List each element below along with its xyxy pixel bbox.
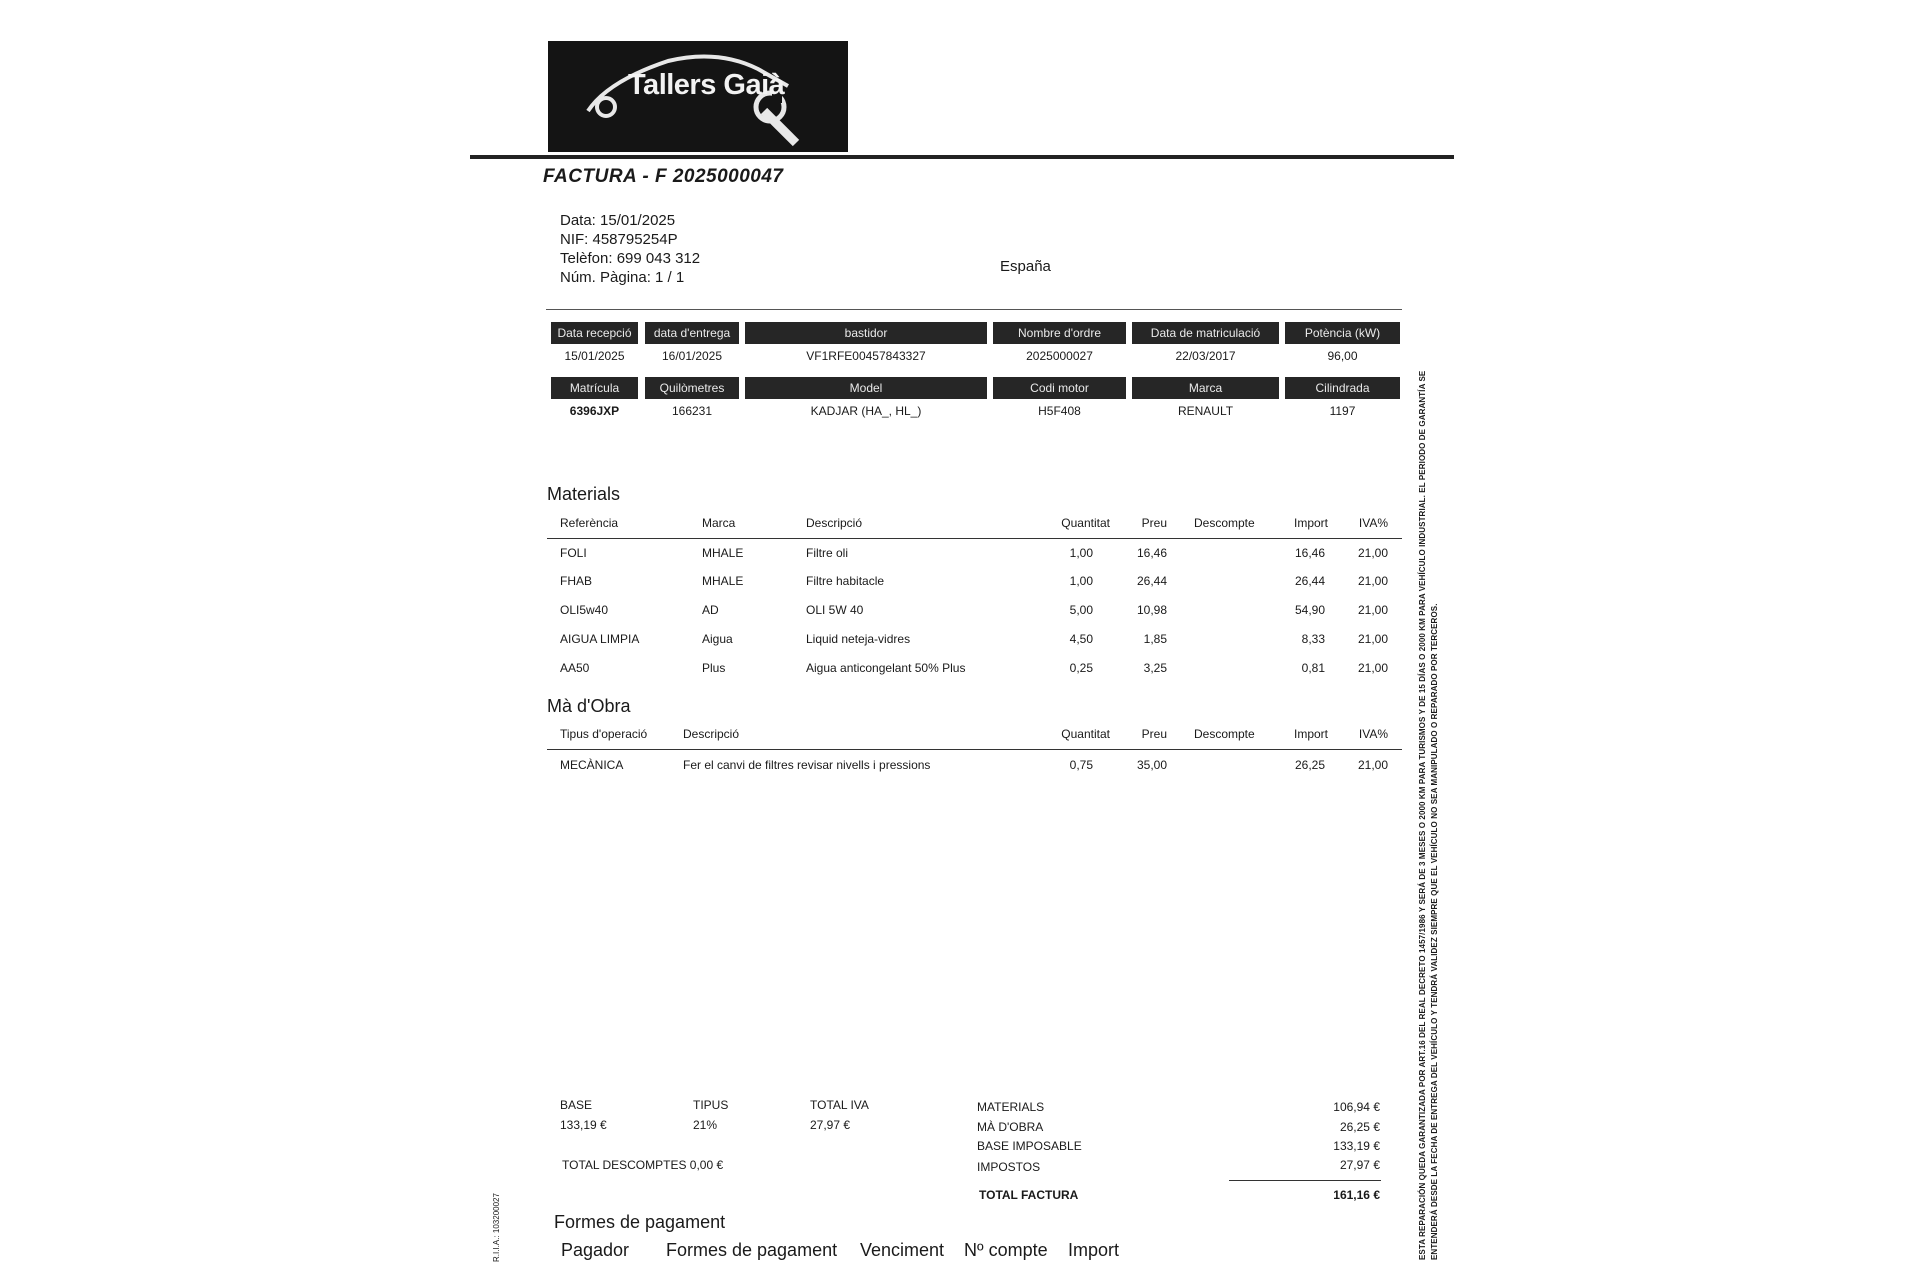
column-header: Formes de pagament <box>666 1240 838 1260</box>
column-header: Tipus d'operació <box>560 727 648 741</box>
vehicle-header: Matrícula <box>551 377 638 399</box>
column-header: Pagador <box>561 1240 630 1260</box>
cell: 1,00 <box>1069 574 1093 588</box>
grand-total-value: 161,16 € <box>1333 1188 1380 1202</box>
total-label: MATERIALS <box>977 1100 1045 1114</box>
vehicle-value: 166231 <box>671 404 713 418</box>
cell: 35,00 <box>1136 758 1167 772</box>
cell: Aigua anticongelant 50% Plus <box>806 661 966 675</box>
vehicle-header: Quilòmetres <box>645 377 739 399</box>
table-rule <box>547 749 1402 750</box>
cell: Plus <box>702 661 726 675</box>
cell: MHALE <box>702 574 744 588</box>
cell: 21,00 <box>1357 574 1388 588</box>
registry-number: R.I.I.A.: 103200027 <box>492 1193 501 1262</box>
vehicle-header: Model <box>745 377 987 399</box>
vehicle-value: 2025000027 <box>1026 349 1093 363</box>
warranty-line-1: ESTA REPARACIÓN QUEDA GARANTIZADA POR ART.16 DEL REAL DECRETO 1457/1986 Y SERÁ DE 3 MESES O 2000 KM PARA TURISMOS Y DE 15 DÍAS O 2000 KM PARA VEHÍCULO INDUSTRIAL. EL PERIODO DE GARANTÍA SE <box>1418 370 1427 1260</box>
warranty-line-2: ENTENDERÁ DESDE LA FECHA DE ENTREGA DEL VEHÍCULO Y TENDRÁ VALIDEZ SIEMPRE QUE EL VEHÍCULO NO SEA MANIPULADO O REPARADO POR TERCEROS. <box>1430 603 1439 1260</box>
warranty-notice <box>1408 290 1438 1260</box>
cell: 8,33 <box>1301 632 1325 646</box>
total-label: MÀ D'OBRA <box>977 1120 1044 1134</box>
cell: 16,46 <box>1294 546 1325 560</box>
column-header: Preu <box>1141 516 1167 530</box>
cell: 21,00 <box>1357 546 1388 560</box>
column-header: Descripció <box>683 727 740 741</box>
cell: AA50 <box>560 661 590 675</box>
cell: 10,98 <box>1136 603 1167 617</box>
cell: Aigua <box>702 632 733 646</box>
vat-total-label: TOTAL IVA <box>810 1098 869 1112</box>
cell: 54,90 <box>1294 603 1325 617</box>
vehicle-value: RENAULT <box>1177 404 1234 418</box>
column-header: Venciment <box>860 1240 945 1260</box>
table-rule <box>547 538 1402 539</box>
cell: 21,00 <box>1357 632 1388 646</box>
invoice-title: FACTURA - F 2025000047 <box>543 166 784 187</box>
vehicle-header: Data de matriculació <box>1132 322 1279 344</box>
vehicle-header: Nombre d'ordre <box>993 322 1126 344</box>
vehicle-value: VF1RFE00457843327 <box>806 349 926 363</box>
vehicle-header: Data recepció <box>551 322 638 344</box>
cell: MECÀNICA <box>560 758 624 772</box>
cell: OLI 5W 40 <box>806 603 864 617</box>
invoice-phone: Telèfon: 699 043 312 <box>560 250 701 267</box>
invoice-page: Núm. Pàgina: 1 / 1 <box>560 269 685 286</box>
vehicle-header: bastidor <box>745 322 987 344</box>
cell: FOLI <box>560 546 587 560</box>
column-header: Nº compte <box>964 1240 1048 1260</box>
column-header: IVA% <box>1358 727 1388 741</box>
cell: AD <box>702 603 719 617</box>
vehicle-header: Codi motor <box>993 377 1126 399</box>
total-value: 27,97 € <box>1339 1158 1380 1172</box>
total-label: BASE IMPOSABLE <box>977 1139 1082 1153</box>
vehicle-value: 16/01/2025 <box>661 349 723 363</box>
column-header: Descripció <box>806 516 863 530</box>
cell: 21,00 <box>1357 661 1388 675</box>
total-value: 26,25 € <box>1339 1120 1380 1134</box>
cell: 0,75 <box>1069 758 1093 772</box>
vehicle-value: 22/03/2017 <box>1175 349 1236 363</box>
column-header: Import <box>1293 516 1328 530</box>
labor-title: Mà d'Obra <box>547 696 631 716</box>
invoice-info <box>560 211 700 287</box>
vehicle-header: Marca <box>1132 377 1279 399</box>
cell: Liquid neteja-vidres <box>806 632 911 646</box>
column-header: Descompte <box>1194 727 1255 741</box>
vat-rate-value: 21% <box>693 1118 718 1132</box>
cell: 21,00 <box>1357 603 1388 617</box>
total-label: IMPOSTOS <box>977 1160 1041 1174</box>
cell: 5,00 <box>1069 603 1093 617</box>
cell: 26,44 <box>1136 574 1167 588</box>
column-header: Quantitat <box>1061 516 1110 530</box>
column-header: Referència <box>560 516 619 530</box>
vehicle-value: 1197 <box>1329 404 1356 418</box>
invoice-nif: NIF: 458795254P <box>560 231 678 248</box>
cell: 16,46 <box>1136 546 1167 560</box>
cell: 1,85 <box>1143 632 1167 646</box>
cell: 21,00 <box>1357 758 1388 772</box>
vehicle-value: KADJAR (HA_, HL_) <box>810 404 922 418</box>
column-header: Preu <box>1141 727 1167 741</box>
column-header: IVA% <box>1358 516 1388 530</box>
cell: Fer el canvi de filtres revisar nivells i pressions <box>683 758 931 772</box>
vehicle-header: Potència (kW) <box>1285 322 1400 344</box>
country: España <box>1000 258 1051 275</box>
vehicle-value: H5F408 <box>1038 404 1081 418</box>
cell: Filtre habitacle <box>806 574 885 588</box>
cell: 0,81 <box>1301 661 1325 675</box>
vehicle-value: 15/01/2025 <box>564 349 625 363</box>
column-header: Quantitat <box>1061 727 1110 741</box>
total-value: 106,94 € <box>1333 1100 1380 1114</box>
column-header: Marca <box>702 516 736 530</box>
vat-total-value: 27,97 € <box>810 1118 851 1132</box>
total-label: TOTAL FACTURA <box>979 1188 1079 1202</box>
header-rule <box>470 155 1454 159</box>
vat-rate-label: TIPUS <box>693 1098 729 1112</box>
cell: Filtre oli <box>806 546 849 560</box>
column-header: Import <box>1068 1240 1120 1260</box>
cell: 3,25 <box>1143 661 1167 675</box>
vat-base-value: 133,19 € <box>560 1118 607 1132</box>
divider <box>546 309 1402 310</box>
cell: 1,00 <box>1069 546 1093 560</box>
company-logo <box>548 41 848 152</box>
totals-rule <box>1229 1180 1381 1181</box>
vehicle-header: data d'entrega <box>645 322 739 344</box>
payment-title: Formes de pagament <box>554 1212 726 1232</box>
vat-base-label: BASE <box>560 1098 593 1112</box>
vehicle-value: 96,00 <box>1327 349 1358 363</box>
cell: AIGUA LIMPIA <box>560 632 640 646</box>
materials-title: Materials <box>547 484 621 504</box>
vehicle-header: Cilindrada <box>1285 377 1400 399</box>
cell: 0,25 <box>1069 661 1093 675</box>
invoice-date: Data: 15/01/2025 <box>560 212 676 229</box>
column-header: Import <box>1293 727 1328 741</box>
column-header: Descompte <box>1194 516 1255 530</box>
cell: 26,25 <box>1294 758 1325 772</box>
cell: 4,50 <box>1069 632 1093 646</box>
cell: FHAB <box>560 574 593 588</box>
logo-text: Tallers Gaià <box>628 69 785 101</box>
cell: OLI5w40 <box>560 603 609 617</box>
vehicle-value: 6396JXP <box>569 404 620 418</box>
total-value: 133,19 € <box>1333 1139 1380 1153</box>
cell: 26,44 <box>1294 574 1325 588</box>
cell: MHALE <box>702 546 744 560</box>
total-discounts: TOTAL DESCOMPTES 0,00 € <box>562 1158 724 1172</box>
